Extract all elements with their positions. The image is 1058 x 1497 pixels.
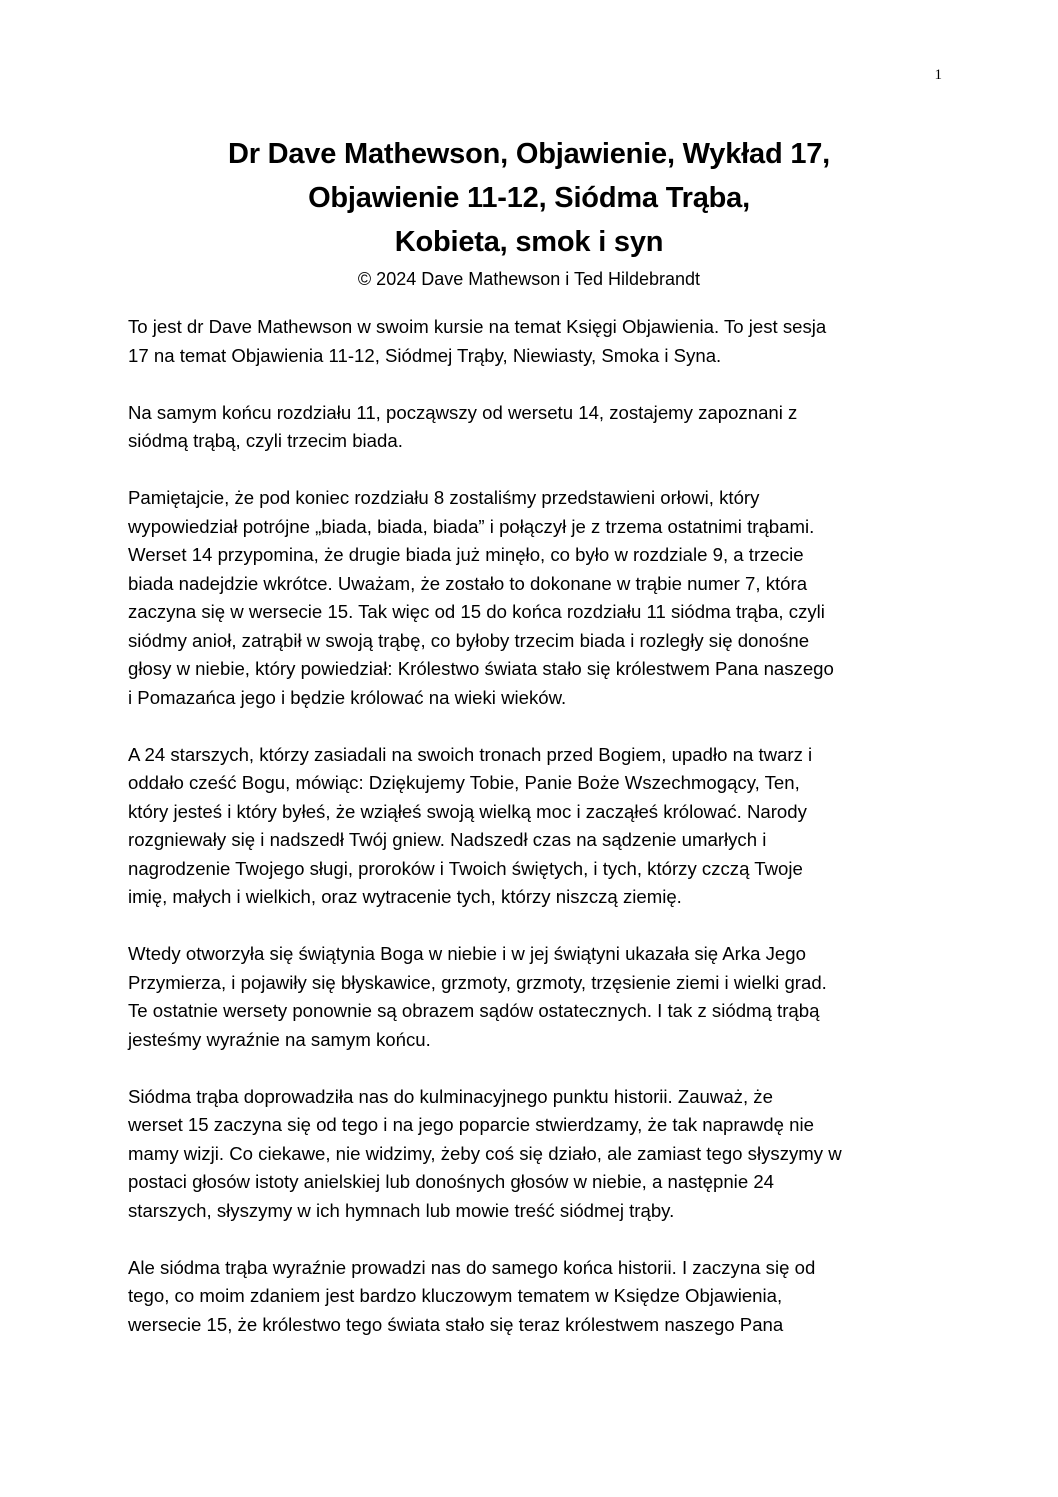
title-line-1: Dr Dave Mathewson, Objawienie, Wykład 17, <box>227 138 831 170</box>
text-line: werset 15 zaczyna się od tego i na jego poparcie stwierdzamy, że tak naprawdę nie <box>128 1114 814 1135</box>
text-line: mamy wizji. Co ciekawe, nie widzimy, żeby coś się działo, ale zamiast tego słyszymy w <box>128 1142 842 1164</box>
text-line: starszych, słyszymy w ich hymnach lub mowie treść siódmej trąby. <box>128 1199 675 1221</box>
text-line: który jesteś i który byłeś, że wziąłeś swoją wielką moc i zacząłeś królować. Narody <box>128 800 807 822</box>
title-line-2: Objawienie 11-12, Siódma Trąba, <box>308 182 750 214</box>
text-line: i Pomazańca jego i będzie królować na wieki wieków. <box>128 686 567 708</box>
text-line: Siódma trąba doprowadziła nas do kulminacyjnego punktu historii. Zauważ, że <box>128 1085 773 1107</box>
paragraph-5 <box>128 940 946 1054</box>
text-line: siódmą trąbą, czyli trzecim biada. <box>128 430 403 451</box>
copyright-notice: © 2024 Dave Mathewson i Ted Hildebrandt <box>357 269 701 289</box>
text-line: Te ostatnie wersety ponownie są obrazem sądów ostatecznych. I tak z siódmą trąbą <box>128 1000 820 1021</box>
page-number: 1 <box>934 67 942 83</box>
text-line: Przymierza, i pojawiły się błyskawice, grzmoty, grzmoty, trzęsienie ziemi i wielki grad. <box>128 971 827 993</box>
document-header <box>100 132 958 292</box>
text-line: jesteśmy wyraźnie na samym końcu. <box>128 1028 431 1050</box>
text-line: oddało cześć Bogu, mówiąc: Dziękujemy Tobie, Panie Boże Wszechmogący, Ten, <box>128 772 800 793</box>
text-line: A 24 starszych, którzy zasiadali na swoich tronach przed Bogiem, upadło na twarz i <box>128 743 813 765</box>
text-line: wersecie 15, że królestwo tego świata stało się teraz królestwem naszego Pana <box>128 1313 784 1335</box>
title-line-3: Kobieta, smok i syn <box>394 226 664 258</box>
paragraph-1 <box>128 313 946 370</box>
paragraph-7 <box>128 1254 946 1340</box>
text-line: Pamiętajcie, że pod koniec rozdziału 8 zostaliśmy przedstawieni orłowi, który <box>128 487 760 508</box>
text-line: imię, małych i wielkich, oraz wytracenie tych, którzy niszczą ziemię. <box>128 886 682 907</box>
text-line: Ale siódma trąba wyraźnie prowadzi nas do samego końca historii. I zaczyna się od <box>128 1256 816 1278</box>
paragraph-3 <box>128 484 946 712</box>
text-line: rozgniewały się i nadszedł Twój gniew. Nadszedł czas na sądzenie umarłych i <box>128 829 767 850</box>
text-line: siódmy anioł, zatrąbił w swoją trąbę, co byłoby trzecim biada i rozległy się donośne <box>128 629 810 651</box>
text-line: wypowiedział potrójne „biada, biada, biada” i połączył je z trzema ostatnimi trąbami. <box>128 515 815 537</box>
paragraph-2 <box>128 399 946 456</box>
paragraph-6 <box>128 1083 946 1226</box>
paragraph-4 <box>128 741 946 912</box>
text-line: nagrodzenie Twojego sługi, proroków i Twoich świętych, i tych, którzy czczą Twoje <box>128 857 803 879</box>
text-line: biada nadejdzie wkrótce. Uważam, że zostało to dokonane w trąbie numer 7, która <box>128 572 808 594</box>
text-line: To jest dr Dave Mathewson w swoim kursie na temat Księgi Objawienia. To jest sesja <box>128 316 827 337</box>
text-line: Na samym końcu rozdziału 11, począwszy od wersetu 14, zostajemy zapoznani z <box>128 401 798 423</box>
document-body <box>128 313 946 1368</box>
text-line: Wtedy otworzyła się świątynia Boga w niebie i w jej świątyni ukazała się Arka Jego <box>128 943 806 964</box>
text-line: tego, co moim zdaniem jest bardzo kluczowym tematem w Księdze Objawienia, <box>128 1285 783 1306</box>
text-line: postaci głosów istoty anielskiej lub donośnych głosów w niebie, a następnie 24 <box>128 1171 775 1192</box>
text-line: zaczyna się w wersecie 15. Tak więc od 15 do końca rozdziału 11 siódma trąba, czyli <box>128 601 825 622</box>
text-line: głosy w niebie, który powiedział: Królestwo świata stało się królestwem Pana naszego <box>128 658 834 679</box>
text-line: 17 na temat Objawienia 11-12, Siódmej Trąby, Niewiasty, Smoka i Syna. <box>128 344 722 366</box>
text-line: Werset 14 przypomina, że drugie biada już minęło, co było w rozdziale 9, a trzecie <box>128 544 804 565</box>
